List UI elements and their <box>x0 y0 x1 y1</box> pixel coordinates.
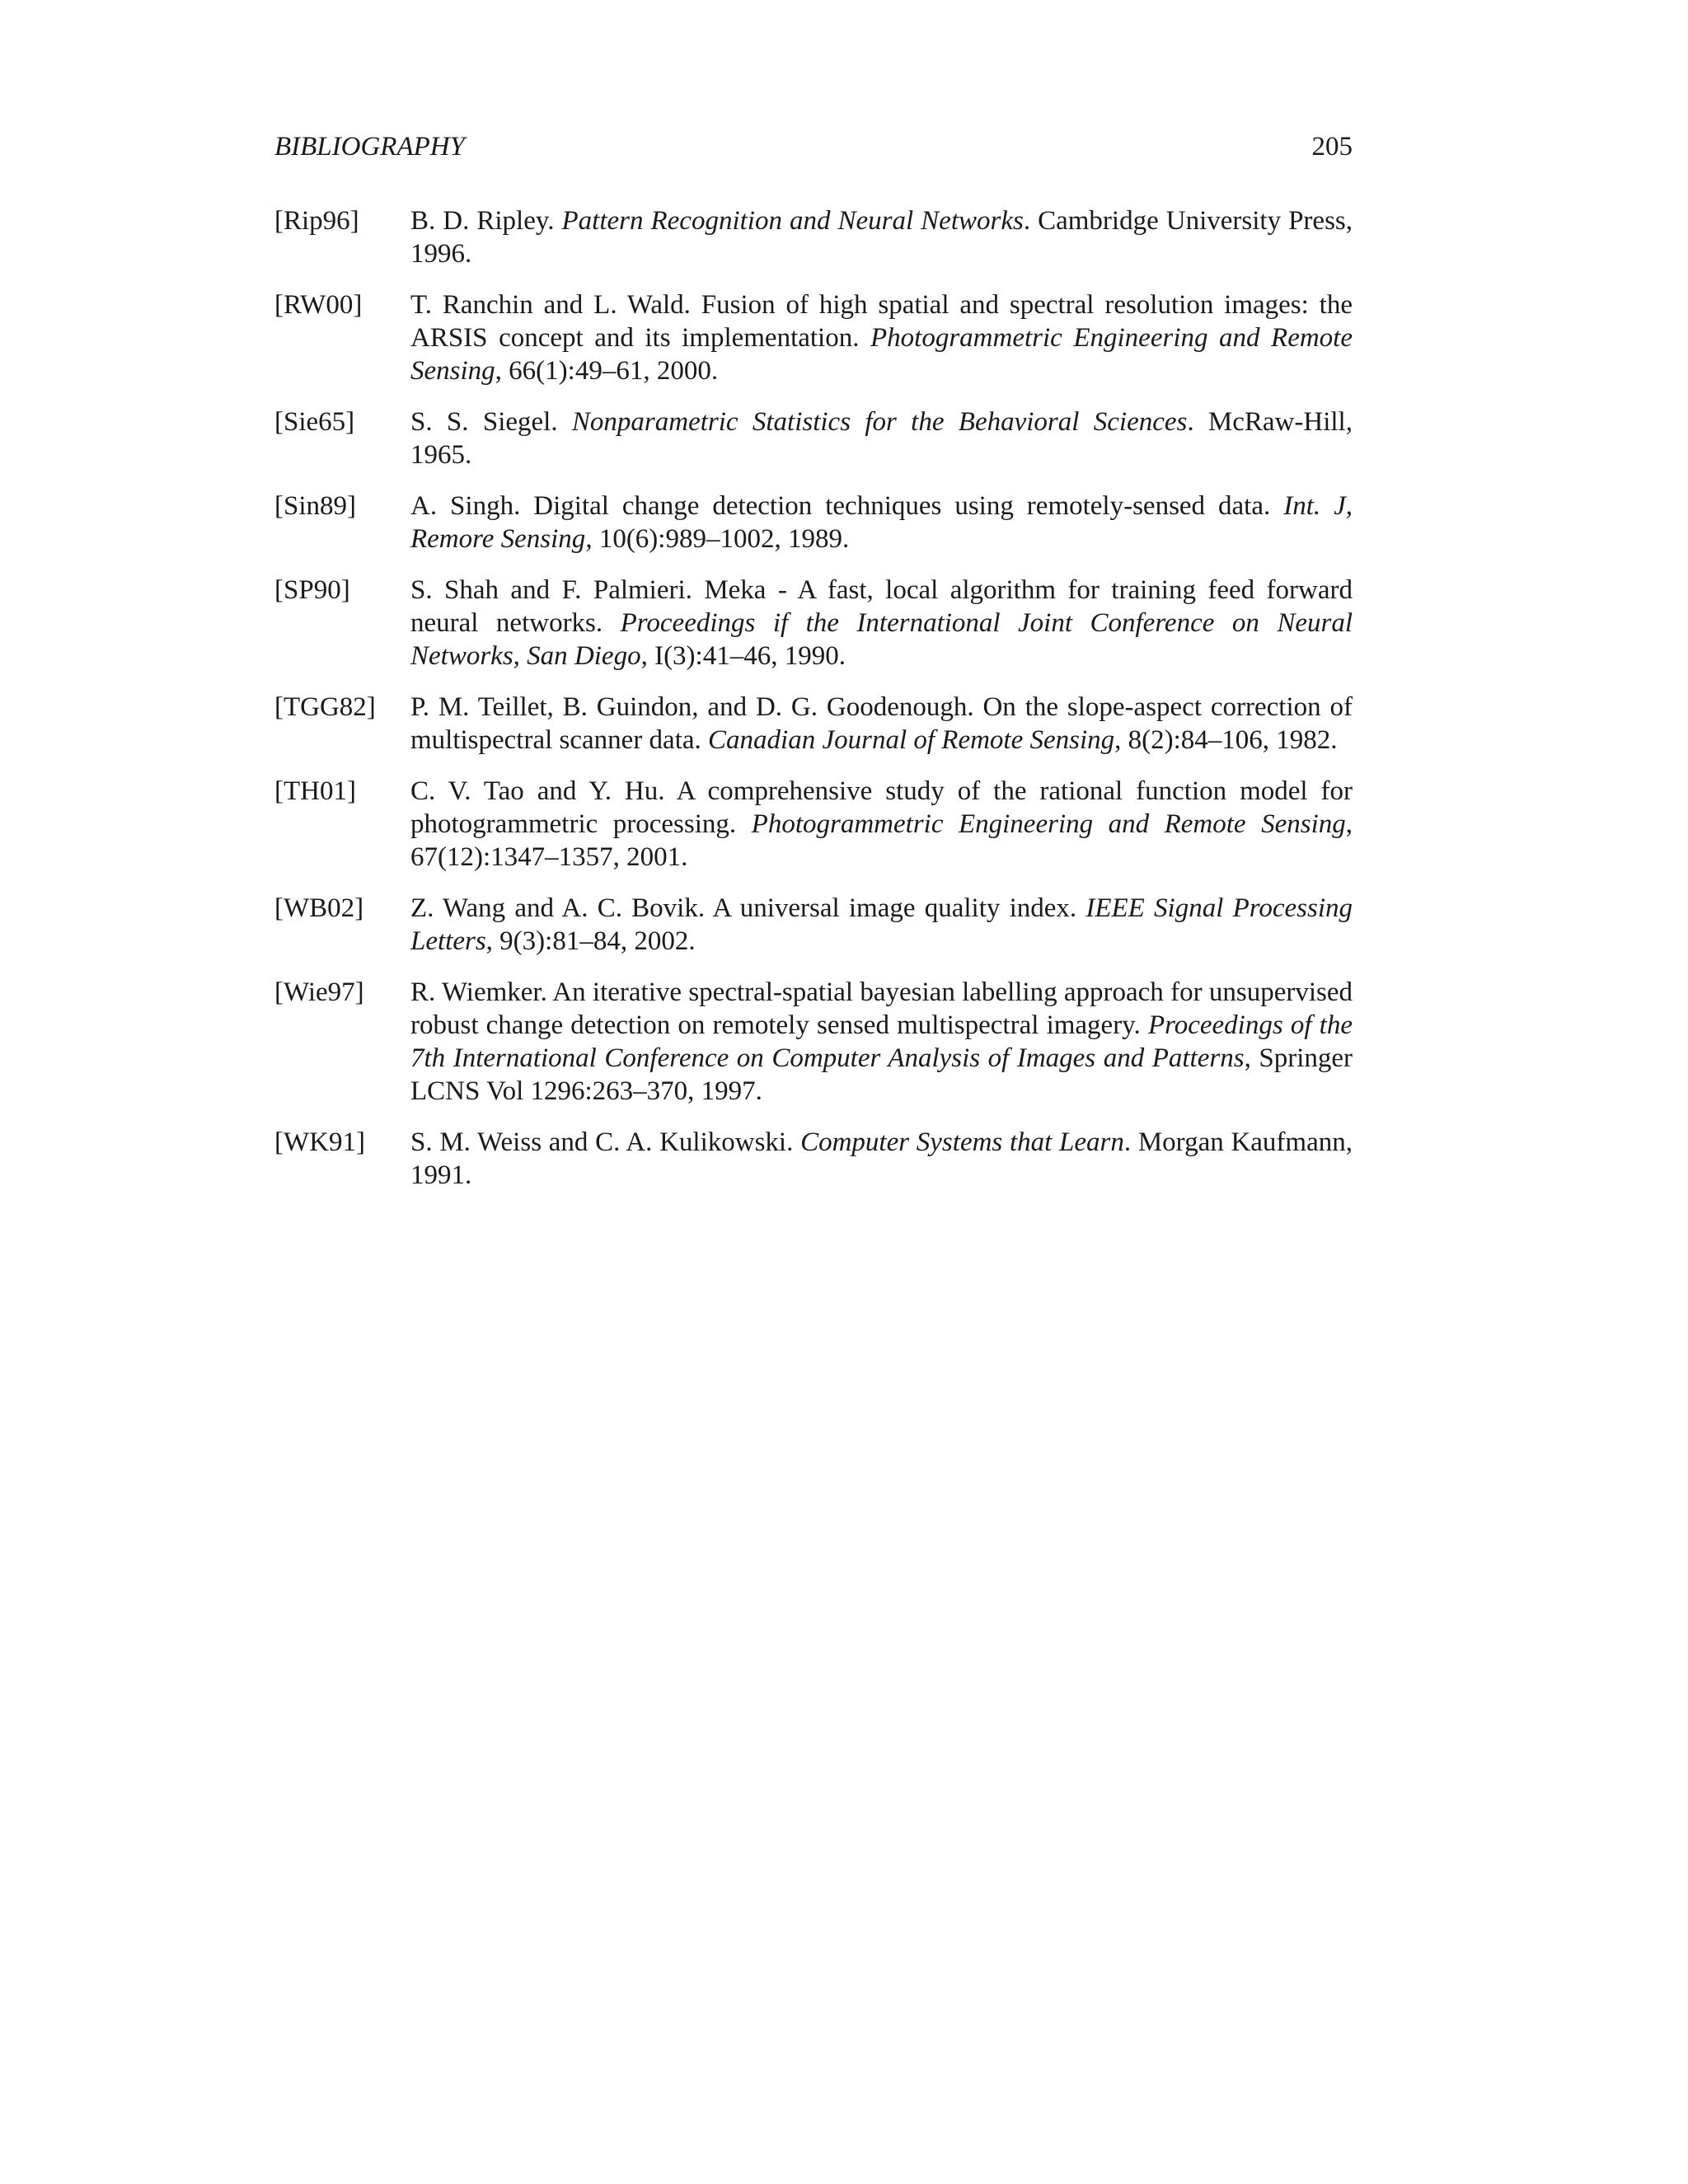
citation-text <box>410 574 1353 673</box>
citation-text <box>410 490 1353 555</box>
citation-key: [Sie65] <box>274 407 355 437</box>
citation-details: , 8(2):84–106, 1982. <box>1114 725 1338 755</box>
citation-text <box>410 288 1353 387</box>
citation-details: , 66(1):49–61, 2000. <box>495 356 719 386</box>
bib-entry <box>274 691 1353 757</box>
bib-entry <box>274 892 1353 958</box>
citation-authors: S. M. Weiss and C. A. Kulikowski. <box>410 1127 801 1157</box>
citation-details: . Cambridge University Press, 1996. <box>410 206 1353 269</box>
citation-key: [Sin89] <box>274 491 356 521</box>
running-header <box>274 127 1353 166</box>
citation-key: [Wie97] <box>274 977 364 1007</box>
citation-key: [WB02] <box>274 893 364 923</box>
bib-entry <box>274 976 1353 1108</box>
citation-details: , I(3):41–46, 1990. <box>640 641 846 671</box>
citation-key: [Rip96] <box>274 206 359 236</box>
citation-key: [TH01] <box>274 776 356 806</box>
citation-key: [WK91] <box>274 1127 365 1157</box>
citation-details: , 67(12):1347–1357, 2001. <box>410 809 1353 872</box>
citation-authors: A. Singh. Digital change detection techniques using remotely-sensed data. <box>410 491 1284 521</box>
citation-authors: Z. Wang and A. C. Bovik. A universal image quality index. <box>410 893 1086 923</box>
citation-venue: Computer Systems that Learn <box>800 1127 1124 1157</box>
citation-text <box>410 204 1353 270</box>
bib-entry <box>274 574 1353 673</box>
citation-details: , Springer LCNS Vol 1296:263–370, 1997. <box>410 1043 1353 1106</box>
citation-authors: R. Wiemker. An iterative spectral-spatial bayesian labelling approach for unsupervised robust change detection on remotely sensed multispectral imagery. <box>410 977 1353 1040</box>
citation-venue: Proceedings if the International Joint Conference on Neural Networks, San Diego <box>410 608 1353 671</box>
running-head-title: BIBLIOGRAPHY <box>274 132 465 162</box>
citation-key: [SP90] <box>274 575 350 605</box>
citation-key: [RW00] <box>274 290 363 320</box>
citation-authors: P. M. Teillet, B. Guindon, and D. G. Goodenough. On the slope-aspect correction of multispectral scanner data. <box>410 692 1353 755</box>
citation-authors: S. Shah and F. Palmieri. Meka - A fast, local algorithm for training feed forward neural networks. <box>410 575 1353 638</box>
citation-key: [TGG82] <box>274 692 376 722</box>
citation-venue: Canadian Journal of Remote Sensing <box>708 725 1115 755</box>
citation-authors: C. V. Tao and Y. Hu. A comprehensive study of the rational function model for photogrammetric processing. <box>410 776 1353 839</box>
bib-entry <box>274 775 1353 874</box>
citation-venue: Proceedings of the 7th International Conference on Computer Analysis of Images and Patterns <box>410 1010 1353 1073</box>
citation-text <box>410 1126 1353 1192</box>
citation-venue: Int. J, Remore Sensing <box>410 491 1353 554</box>
citation-text <box>410 691 1353 757</box>
citation-authors: B. D. Ripley. <box>410 206 562 236</box>
citation-venue: Nonparametric Statistics for the Behavioral Sciences <box>571 407 1188 437</box>
bibliography-list <box>274 204 1353 1210</box>
citation-text <box>410 405 1353 471</box>
bib-entry <box>274 288 1353 387</box>
citation-details: . Morgan Kaufmann, 1991. <box>410 1127 1353 1190</box>
citation-venue: IEEE Signal Processing Letters <box>410 893 1353 956</box>
citation-details: , 9(3):81–84, 2002. <box>485 926 696 956</box>
citation-venue: Photogrammetric Engineering and Remote Sensing <box>751 809 1346 839</box>
bib-entry <box>274 490 1353 555</box>
citation-details: , 10(6):989–1002, 1989. <box>585 524 850 554</box>
citation-text <box>410 775 1353 874</box>
citation-text <box>410 976 1353 1108</box>
citation-authors: T. Ranchin and L. Wald. Fusion of high spatial and spectral resolution images: the ARSIS concept and its implementation. <box>410 290 1353 353</box>
bib-entry <box>274 204 1353 270</box>
page-number: 205 <box>1311 132 1353 162</box>
citation-text <box>410 892 1353 958</box>
citation-venue: Pattern Recognition and Neural Networks <box>561 206 1024 236</box>
citation-details: . McRaw-Hill, 1965. <box>410 407 1353 470</box>
citation-venue: Photogrammetric Engineering and Remote Sensing <box>410 323 1353 386</box>
bib-entry <box>274 405 1353 471</box>
bib-entry <box>274 1126 1353 1192</box>
citation-authors: S. S. Siegel. <box>410 407 572 437</box>
